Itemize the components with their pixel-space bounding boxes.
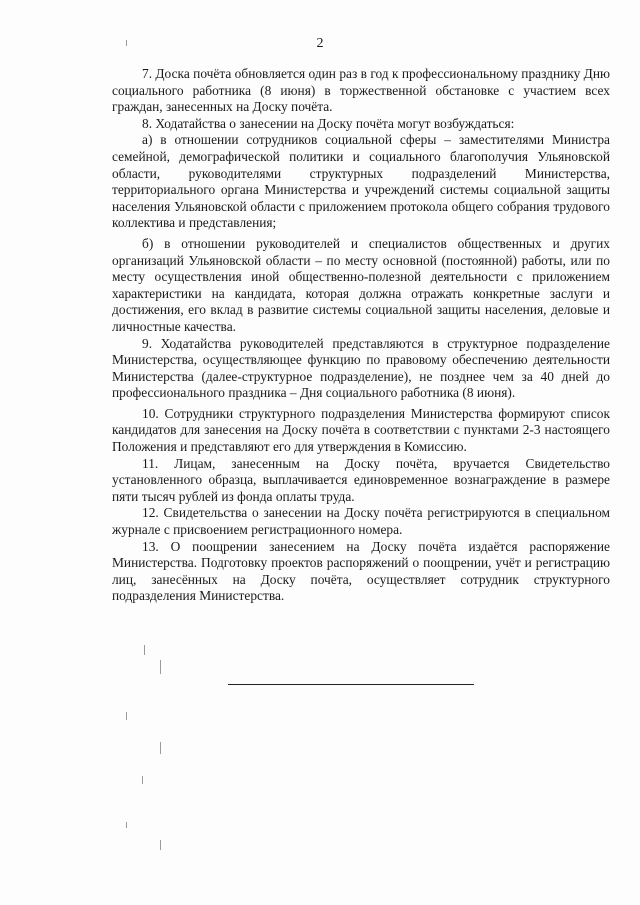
paragraph-12: 12. Свидетельства о занесении на Доску почёта регистрируются в специальном журнале с присвоением регистрационного номера. (112, 505, 610, 538)
scan-speck (160, 742, 161, 754)
document-body (112, 66, 610, 605)
page-number: 2 (316, 36, 324, 51)
scan-speck (144, 645, 145, 655)
paragraph-9: 9. Ходатайства руководителей представляются в структурное подразделение Министерства, осуществляющее функцию по правовому обеспечению деятельности Министерства (далее-структурное подразделение), не позднее чем за 40 дней до профессионального праздника – Дня социального работника (8 июня). (112, 335, 610, 401)
scan-speck (160, 660, 161, 674)
scan-speck (126, 712, 127, 720)
scan-speck (126, 40, 127, 46)
paragraph-7: 7. Доска почёта обновляется один раз в год к профессиональному празднику Дню социального работника (8 июня) в торжественной обстановке с участием всех граждан, занесенных на Доску почёта. (112, 66, 610, 115)
paragraph-8a: а) в отношении сотрудников социальной сферы – заместителями Министра семейной, демографической политики и социального благополучия Ульяновской области, руководителями структурных подразделений Министерства, территориального органа Министерства и учреждений системы социальной защиты населения Ульяновской области с приложением протокола общего собрания трудового коллектива и представления; (112, 132, 610, 231)
paragraph-8: 8. Ходатайства о занесении на Доску почёта могут возбуждаться: (142, 115, 515, 131)
scan-speck (160, 840, 161, 850)
paragraph-8b: б) в отношении руководителей и специалистов общественных и других организаций Ульяновской области – по месту основной (постоянной) работы, или по месту осуществления иной общественно-полезной деятельности с приложением характеристики на кандидата, которая должна отражать конкретные заслуги и достижения, его вклад в развитие системы социальной защиты населения, деловые и личностные качества. (112, 235, 610, 334)
paragraph-11: 11. Лицам, занесенным на Доску почёта, вручается Свидетельство установленного образца, выплачивается единовременное вознаграждение в размере пяти тысяч рублей из фонда оплаты труда. (112, 455, 610, 504)
paragraph-13: 13. О поощрении занесением на Доску почёта издаётся распоряжение Министерства. Подготовку проектов распоряжений о поощрении, учёт и регистрацию лиц, занесённых на Доску почёта, осуществляет сотрудник структурного подразделения Министерства. (112, 538, 610, 604)
paragraph-10: 10. Сотрудники структурного подразделения Министерства формируют список кандидатов для занесения на Доску почёта в соответствии с пунктами 2-3 настоящего Положения и представляют его для утверждения в Комиссию. (112, 405, 610, 455)
scan-speck (126, 822, 127, 828)
end-divider-line (228, 684, 474, 685)
scan-speck (142, 776, 143, 784)
